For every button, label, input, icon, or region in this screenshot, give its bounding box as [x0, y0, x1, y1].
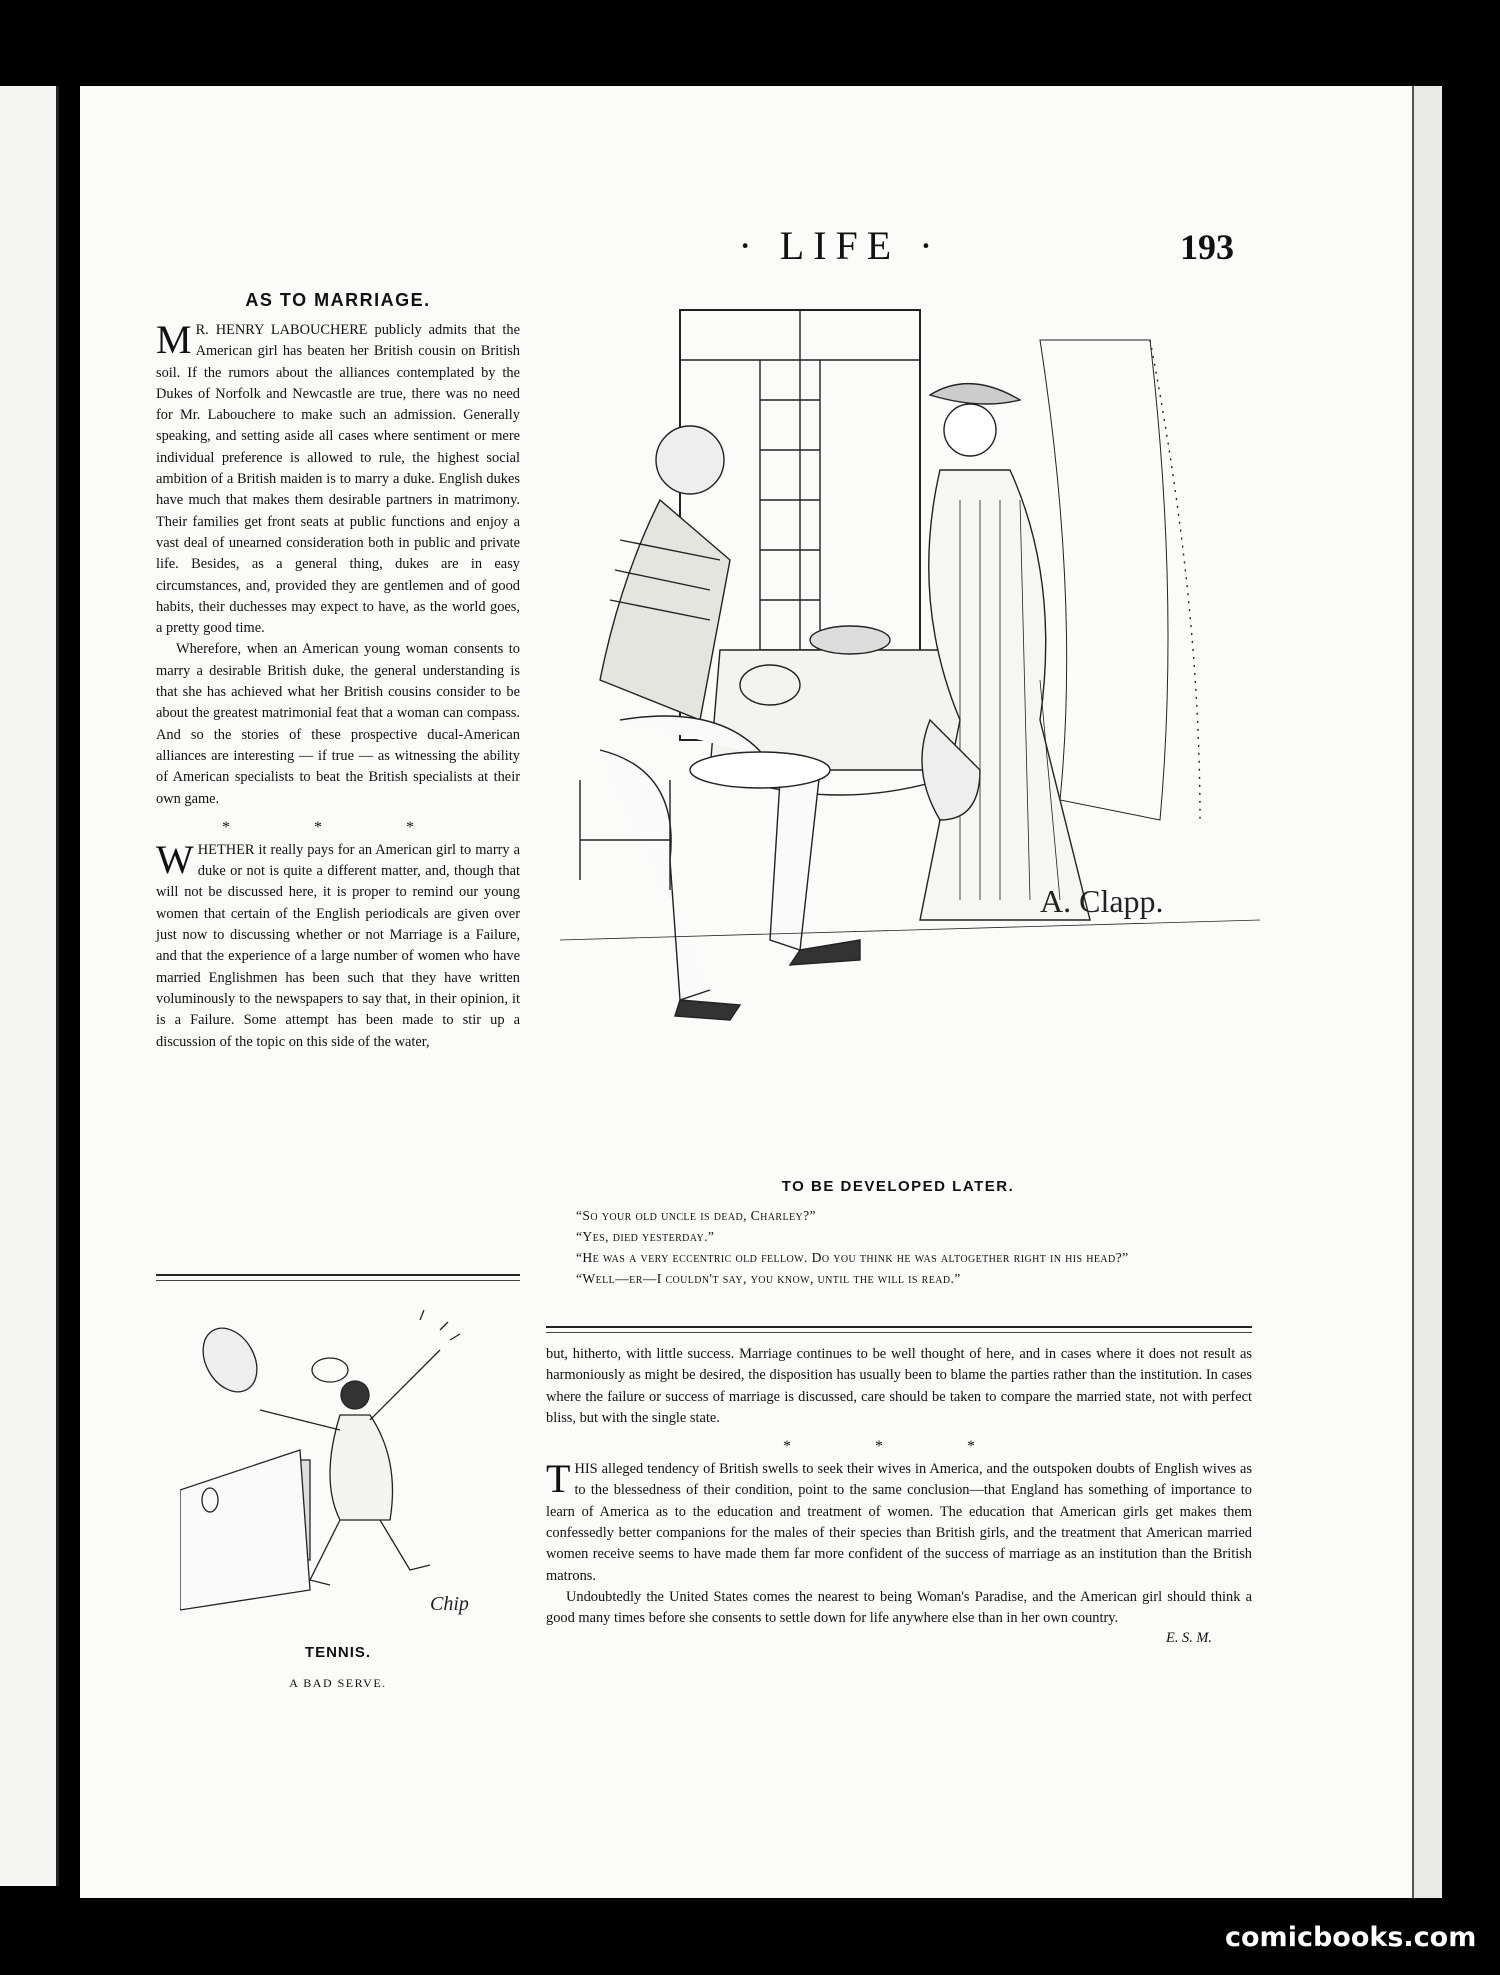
- tennis-illustration: [180, 1290, 510, 1630]
- article-title: AS TO MARRIAGE.: [245, 290, 431, 310]
- drop-cap: M: [156, 317, 192, 362]
- drop-cap: W: [156, 836, 194, 882]
- tennis-caption-title: TENNIS.: [304, 1644, 372, 1661]
- article-paragraph-1: M R. HENRY LABOUCHERE publicly admits that the American girl has beaten her British cousin on British soil. If the rumors about the alliances contemplated by the Dukes of Norfolk and Newcastle are true, there was no need for Mr. Labouchere to make such an admission. Generally speaking, and setting aside all cases where sentiment or mere individual preference is allowed to rule, the highest social ambition of a British maiden is to marry a duke. English dukes have much that makes them desirable partners in matrimony. Their families get front seats at public functions and enjoy a vast deal of unearned consideration both in public and private life. Besides, as a general thing, dukes are in easy circumstances, and, provided they are gentlemen and of good habits, their duchesses may expect to have, as the world goes, a pretty good time.: [156, 317, 520, 637]
- page-binding-edge: [1412, 86, 1442, 1898]
- previous-page-edge: [0, 86, 59, 1886]
- drop-cap: T: [546, 1456, 571, 1502]
- cartoon-caption: [548, 1178, 1248, 1289]
- dialogue-line: “Yes, died yesterday.”: [576, 1229, 715, 1244]
- author-signature: E. S. M.: [1166, 1629, 1212, 1646]
- article-paragraph-5: THIS alleged tendency of British swells to seek their wives in America, and the outspoken doubts of English wives as to the blessedness of their condition, point to the same conclusion—that England has something of importance to learn of America as to the education and treatment of women. The education that American girls get makes them confessedly better companions for the males of their species than British girls, and the treatment that American married women receive seems to have made them far more confident of the success of marriage as an institution than the British matrons.: [546, 1456, 1252, 1584]
- section-asterism: * * *: [783, 1438, 1015, 1456]
- article-paragraph-2: Wherefore, when an American young woman consents to marry a desirable British duke, the general understanding is that she has achieved what her British cousins consider to be about the greatest matrimonial feat that a woman can compass. And so the stories of these prospective ducal-American alliances are interesting — if true — as witnessing the ability of American specialists to beat the British specialists at their own game.: [156, 641, 520, 807]
- dialogue-line: “Well—er—I couldn't say, you know, until the will is read.”: [576, 1271, 961, 1286]
- caption-divider-rule: [546, 1326, 1252, 1333]
- tennis-caption-subtitle: A BAD SERVE.: [289, 1676, 387, 1690]
- article-paragraph-6: Undoubtedly the United States comes the nearest to being Woman's Paradise, and the American girl should think a good many times before she consents to settle down for life anywhere else than in her own country.: [546, 1588, 1252, 1627]
- cartoon-illustration: [560, 300, 1260, 1140]
- source-watermark: comicbooks.com: [1225, 1922, 1477, 1953]
- article-left-column: [156, 288, 520, 1053]
- caption-title: TO BE DEVELOPED LATER.: [781, 1178, 1015, 1195]
- page-number: 193: [1180, 227, 1234, 267]
- masthead-title: · LIFE ·: [738, 223, 942, 268]
- article-paragraph-4: but, hitherto, with little success. Marriage continues to be well thought of here, and in cases where it does not result as harmoniously as might be desired, the disposition has usually been to blame the parties rather than the institution. In cases where the failure or success of marriage is discussed, care should be taken to compare the married state, not with perfect bliss, but with the single state.: [546, 1346, 1252, 1426]
- tennis-artist-signature: Chip: [430, 1593, 469, 1615]
- dialogue-line: “So your old uncle is dead, Charley?”: [576, 1208, 816, 1223]
- article-continuation: [546, 1344, 1252, 1649]
- illustrator-signature: A. Clapp.: [1040, 883, 1164, 919]
- dialogue-line: “He was a very eccentric old fellow. Do you think he was altogether right in his head?”: [576, 1250, 1129, 1265]
- section-asterism: * * *: [222, 818, 454, 836]
- article-paragraph-3: WHETHER it really pays for an American girl to marry a duke or not is quite a different matter, and, though that will not be discussed here, it is proper to remind our young women that certain of the English periodicals are given over just now to discussing whether or not Marriage is a Failure, and that the experience of a large number of women who have married Englishmen has been such that they have written voluminously to the newspapers to say that, in their opinion, it is a Failure. Some attempt has been made to stir up a discussion of the topic on this side of the water,: [156, 836, 520, 1050]
- column-divider-rule: [156, 1274, 520, 1281]
